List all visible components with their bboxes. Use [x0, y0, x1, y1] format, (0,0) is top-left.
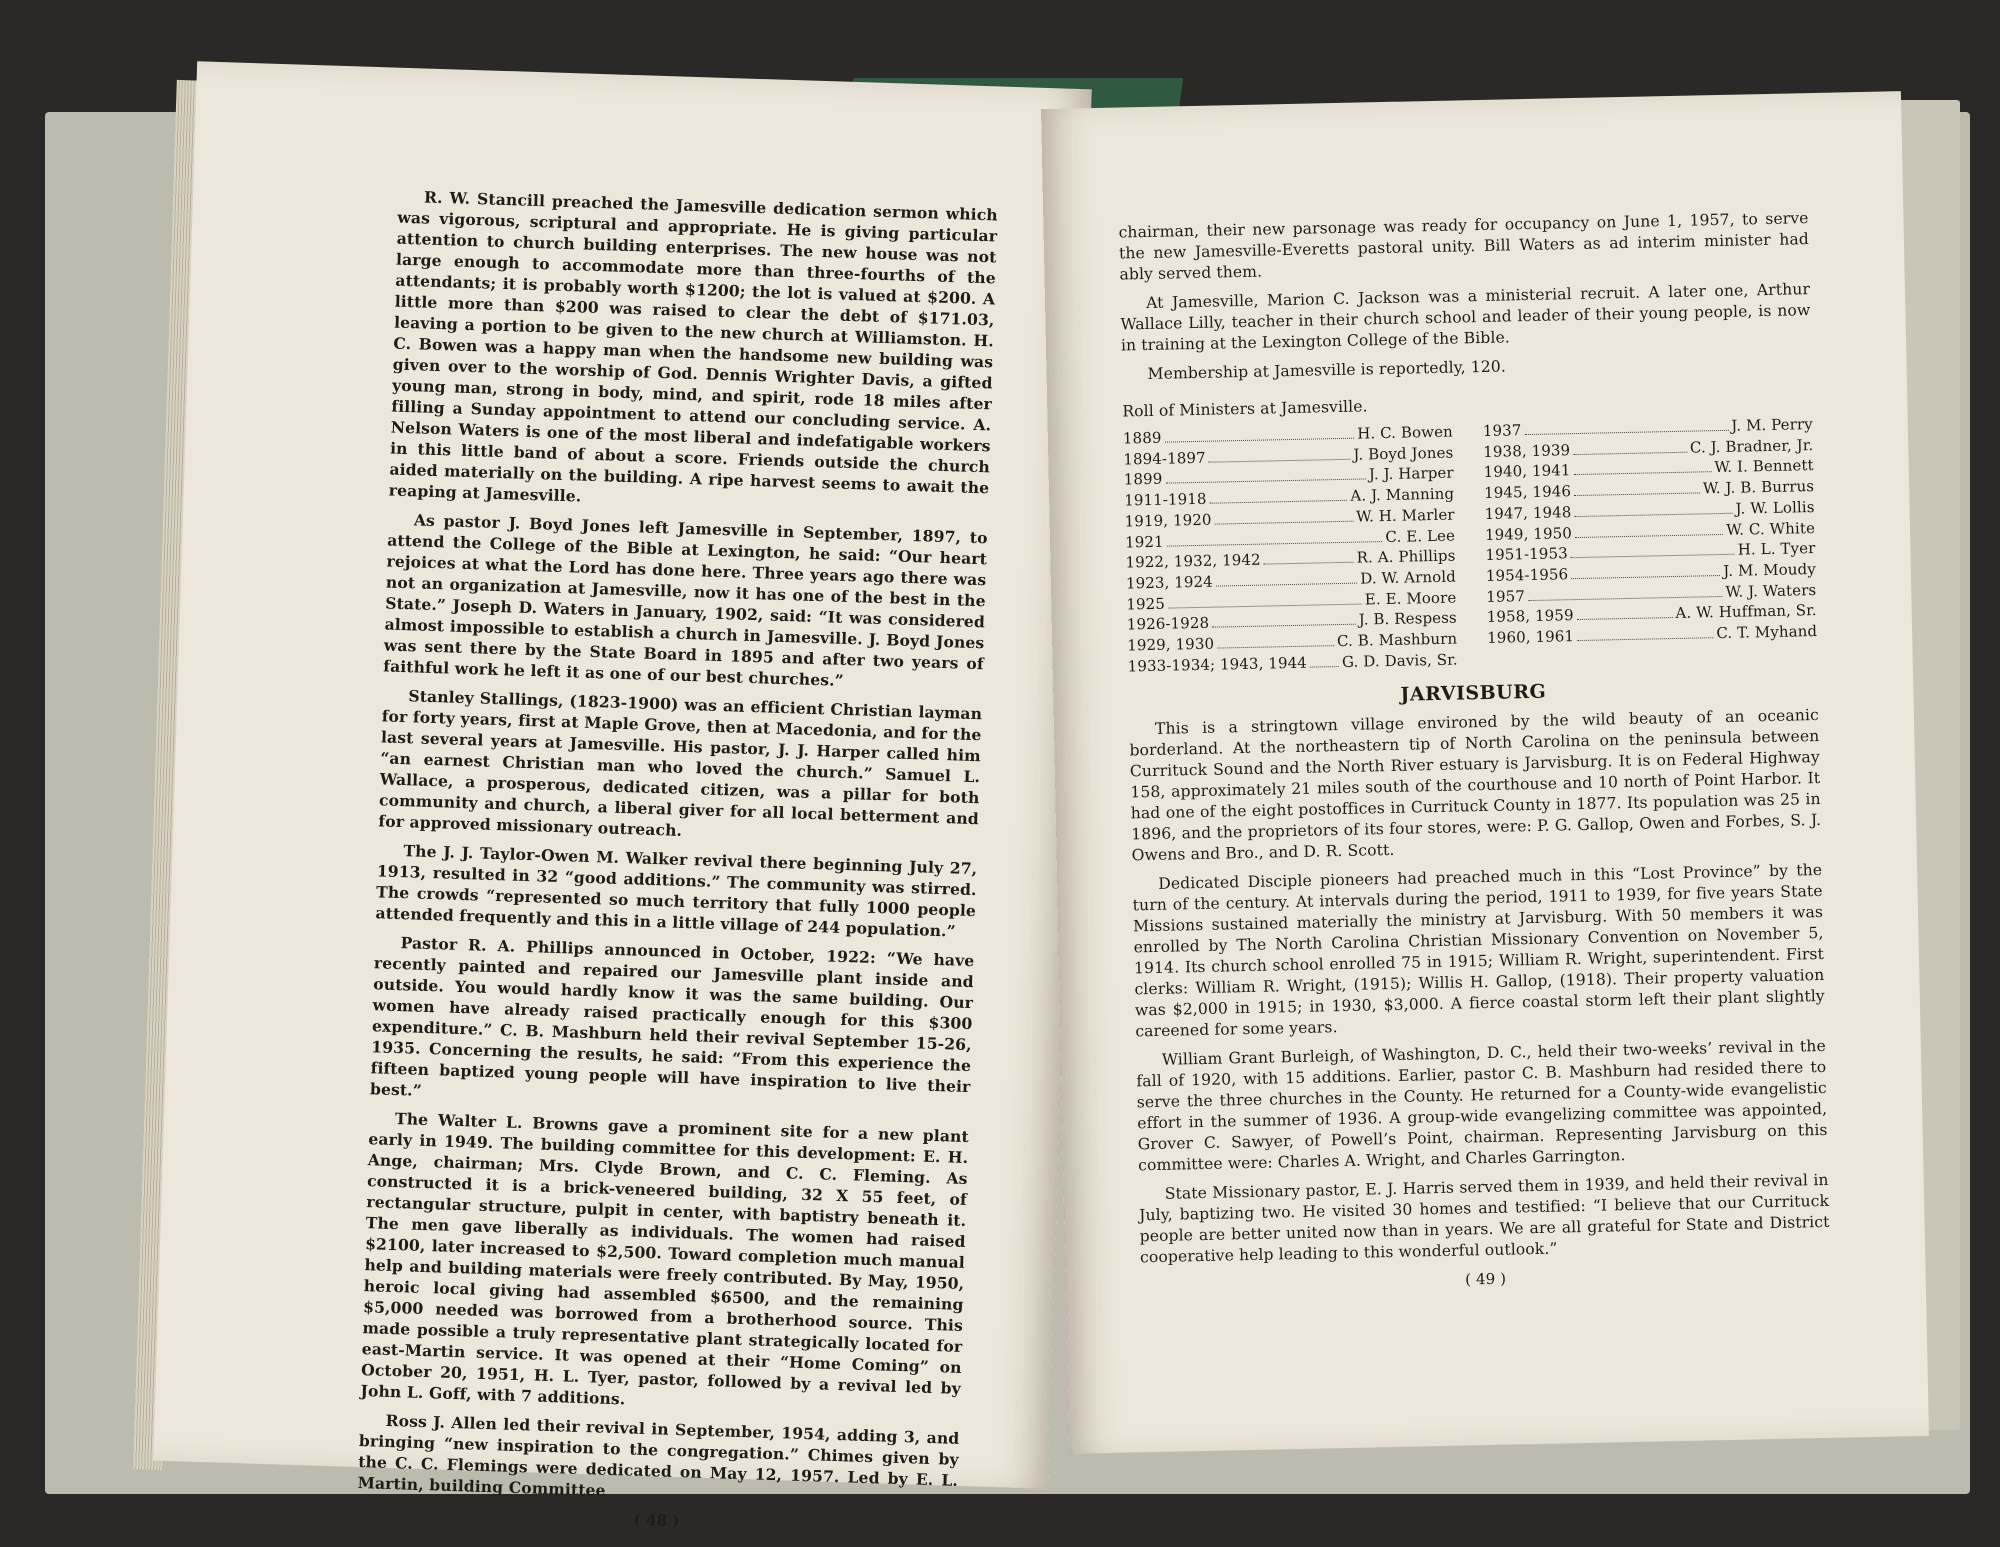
page-number: ( 49 ): [1464, 1270, 1507, 1289]
roll-year: 1926-1928: [1126, 614, 1210, 634]
roll-year: 1947, 1948: [1484, 502, 1572, 523]
roll-column-left: [1123, 422, 1458, 677]
roll-name: H. L. Tyer: [1737, 539, 1816, 559]
paragraph: Membership at Jamesville is reportedly, 120.: [1147, 357, 1507, 383]
roll-year: 1933-1934; 1943, 1944: [1127, 653, 1308, 676]
roll-year: 1921: [1124, 532, 1164, 552]
paragraph: William Grant Burleigh, of Washington, D. C., held their two-weeks’ revival in the fall of 1920, with 15 additions. Earlier, pastor C. B. Mashburn had resided there to serve the three churches in the County. He returned for a County-wide evangelistic effort in the summer of 1936. A group-wide evangelizing committee was appointed, Grover C. Sawyer, of Powell’s Point, chairman. Representing Jarvisburg on this committee were: Charles A. Wright, and Charles Garrington.: [1136, 1037, 1828, 1175]
roll-year: 1940, 1941: [1483, 461, 1571, 482]
roll-name: C. J. Bradner, Jr.: [1689, 435, 1814, 457]
roll-name: R. A. Phillips: [1356, 546, 1456, 567]
roll-year: 1894-1897: [1123, 448, 1206, 469]
roll-name: A. J. Manning: [1350, 484, 1455, 505]
roll-name: W. C. White: [1726, 518, 1816, 539]
left-page-text: [356, 186, 998, 1541]
roll-name: J. M. Moudy: [1723, 559, 1816, 580]
roll-name: J. W. Lollis: [1735, 497, 1815, 518]
left-page: [153, 61, 1092, 1531]
paragraph: chairman, their new parsonage was ready for occupancy on June 1, 1957, to serve the new Jamesville-Everetts pastoral unity. Bill Waters as ad interim minister had ably served them.: [1118, 209, 1810, 284]
paragraph: Stanley Stallings, (1823-1900) was an efficient Christian layman for forty years, first at Maple Grove, then at Macedonia, and for the last several years at Jamesville. His pastor, J. J. Harper called him “an earnest Christian man who loved the church.” Samuel L. Wallace, a prosperous, dedicated citizen, was a pillar for both community and church, a liberal giver for all local betterment and for approved missionary outreach.: [378, 686, 983, 840]
roll-year: 1957: [1486, 586, 1526, 606]
paragraph: Dedicated Disciple pioneers had preached much in this “Lost Province” by the turn of the century. At intervals during the period, 1911 to 1939, for five years State Missions sustained materially the ministry at Jarvisburg. With 50 members it was enrolled by The North Carolina Christian Missionary Convention on November 5, 1914. Its church school enrolled 75 in 1915; William R. Wright, superintendent. First clerks: William R. Wright, (1915); Willis H. Gallop, (1918). Their property valuation was $2,000 in 1915; in 1930, $3,000. A fierce coastal storm left their plant slightly careened for some years.: [1132, 861, 1825, 1041]
roll-year: 1949, 1950: [1484, 523, 1573, 544]
roll-year: 1958, 1959: [1486, 606, 1574, 627]
page-number: ( 48 ): [633, 1510, 680, 1531]
roll-year: 1937: [1482, 421, 1522, 440]
roll-year: 1960, 1961: [1486, 627, 1575, 647]
roll-column-right: [1483, 414, 1818, 669]
roll-name: J. J. Harper: [1368, 463, 1454, 484]
roll-year: 1889: [1122, 428, 1162, 448]
paragraph: This is a stringtown village environed by the wild beauty of an oceanic borderland. At the northeastern tip of North Carolina on the peninsula between Currituck Sound and the North River estuary is Jarvisburg. It is on Federal Highway 158, approximately 21 miles south of the courthouse and 10 north of Point Harbor. It had one of the eight postoffices in Currituck County in 1877. Its population was 25 in 1896, and the proprietors of its four stores, were: P. G. Gallop, Owen and Forbes, S. J. Owens and Bro., and D. R. Scott.: [1129, 706, 1822, 865]
roll-name: H. C. Bowen: [1357, 422, 1454, 443]
paragraph: At Jamesville, Marion C. Jackson was a ministerial recruit. A later one, Arthur Wallace Lilly, teacher in their church school and leader of their young people, is now in training at the Lexington College of the Bible.: [1120, 280, 1811, 355]
roll-year: 1911-1918: [1124, 489, 1207, 510]
roll-name: D. W. Arnold: [1360, 567, 1457, 588]
roll-year: 1919, 1920: [1124, 510, 1212, 531]
roll-name: C. B. Mashburn: [1336, 629, 1458, 651]
paragraph: State Missionary pastor, E. J. Harris served them in 1939, and held their revival in July, baptizing two. He visited 30 homes and testified: “I believe that our Currituck people are better united now than in years. We are all grateful for State and District cooperative help leading to this wonderful outlook.”: [1139, 1171, 1830, 1267]
roll-name: C. E. Lee: [1385, 526, 1456, 546]
right-page: [1041, 91, 1929, 1454]
paragraph: The J. J. Taylor-Owen M. Walker revival there beginning July 27, 1913, resulted in 32 “good additions.” The community was stirred. The crowds “represented so much territory that fully 1000 people attended frequently and this in a little village of 244 population.”: [375, 841, 978, 941]
paragraph: The Walter L. Browns gave a prominent site for a new plant early in 1949. The building committee for this development: E. H. Ange, chairman; Mrs. Clyde Brown, and C. C. Fleming. As constructed it is a brick-veneered building, 32 X 55 feet, of rectangular structure, pulpit in center, with baptistry beneath it. The men gave liberally as individuals. The women had raised $2100, later increased to $2,500. Toward completion much manual help and building materials were freely contributed. By May, 1950, heroic local giving had assembled $6500, and the remaining $5,000 needed was borrowed from a brotherhood source. This made possible a truly representative plant strategically located for east-Martin service. It was opened at their “Home Coming” on October 20, 1951, H. L. Tyer, pastor, followed by a revival led by John L. Goff, with 7 additions.: [360, 1109, 970, 1409]
roll-title: Roll of Ministers at Jamesville.: [1122, 397, 1368, 421]
roll-name: J. Boyd Jones: [1353, 443, 1454, 464]
roll-name: C. T. Myhand: [1716, 622, 1818, 643]
roll-year: 1923, 1924: [1125, 572, 1214, 593]
paragraph: R. W. Stancill preached the Jamesville dedication sermon which was vigorous, scriptural and appropriate. He is giving particular attention to church building enterprises. The new house was not large enough to accommodate more than three-fourths of the attendants; it is probably worth $1200; the lot is valued at $200. A little more than $200 was raised to clear the debt of $171.03, leaving a portion to be given to the new church at Williamston. H. C. Bowen was a happy man when the handsome new building was given over to the worship of God. Dennis Wrighter Davis, a gifted young man, strong in body, mind, and spirit, rode 18 miles after filling a Sunday appointment to attend our concluding service. A. Nelson Waters is one of the most liberal and indefatigable workers in this little band of about a score. Friends outside the church aided materially on the building. A ripe harvest seems to await the reaping at Jamesville.: [388, 187, 999, 506]
ministers-roll: [1123, 414, 1818, 677]
roll-year: 1945, 1946: [1483, 482, 1572, 503]
roll-name: G. D. Davis, Sr.: [1341, 650, 1458, 671]
paragraph: As pastor J. Boyd Jones left Jamesville in September, 1897, to attend the College of the Bible at Lexington, he said: “Our heart rejoices at what the Lord has done here. Three years ago there was not an organization at Jamesville, now it has one of the best in the State.” Joseph D. Waters in January, 1902, said: “It was considered almost impossible to establish a church in Jamesville. J. Boyd Jones was sent there by the State Board in 1895 and after two years of faithful work he left it as one of our best churches.”: [383, 510, 988, 690]
paragraph: Ross J. Allen led their revival in September, 1954, adding 3, and bringing “new inspiration to the congregation.” Chimes given by the C. C. Flemings were dedicated on May 12, 1957. Led by E. L. Martin, building Committee: [357, 1410, 960, 1500]
roll-year: 1951-1953: [1485, 544, 1568, 565]
roll-name: W. J. Waters: [1725, 580, 1817, 601]
roll-year: 1925: [1126, 594, 1166, 614]
roll-name: A. W. Huffman, Sr.: [1675, 601, 1817, 623]
roll-year: 1922, 1932, 1942: [1125, 550, 1261, 572]
roll-name: J. M. Perry: [1731, 415, 1813, 435]
section-heading: JARVISBURG: [1400, 681, 1547, 707]
roll-name: J. B. Respess: [1358, 608, 1457, 629]
roll-year: 1954-1956: [1485, 565, 1569, 585]
roll-name: E. E. Moore: [1364, 588, 1457, 609]
roll-name: W. J. B. Burrus: [1702, 477, 1815, 498]
right-page-text: [1118, 208, 1830, 1298]
roll-name: W. H. Marler: [1355, 505, 1455, 526]
roll-year: 1899: [1123, 470, 1163, 489]
roll-year: 1938, 1939: [1483, 440, 1571, 461]
paragraph: Pastor R. A. Phillips announced in October, 1922: “We have recently painted and repaired our Jamesville plant inside and outside. You would hardly know it was the same building. Our women have already raised practically enough for this $300 expenditure.” C. B. Mashburn held their revival September 15-26, 1935. Concerning the results, he said: “From this experience the fifteen baptized young people will have inspiration to live their best.”: [369, 933, 975, 1100]
roll-name: W. I. Bennett: [1714, 456, 1814, 477]
roll-year: 1929, 1930: [1127, 634, 1215, 655]
